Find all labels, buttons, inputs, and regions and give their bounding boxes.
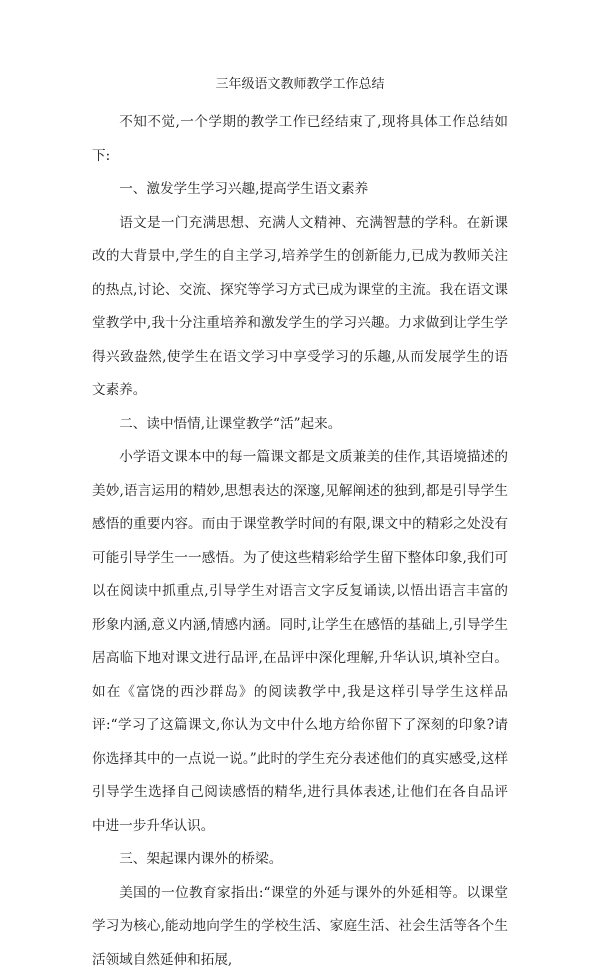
intro-paragraph: 不知不觉,一个学期的教学工作已经结束了,现将具体工作总结如下: xyxy=(92,106,508,173)
section-1-paragraph: 语文是一门充满思想、充满人文精神、充满智慧的学科。在新课改的大背景中,学生的自主学习,培养学生的创新能力,已成为教师关注的热点,讨论、交流、探究等学习方式已成为课堂的主流。我在语文课堂教学中,我十分注重培养和激发学生的学习兴趣。力求做到让学生学得兴致盎然,使学生在语文学习中享受学习的乐趣,从而发展学生的语文素养。 xyxy=(92,207,508,408)
section-2-paragraph: 小学语文课本中的每一篇课文都是文质兼美的佳作,其语境描述的美妙,语言运用的精妙,思想表达的深邃,见解阐述的独到,都是引导学生感悟的重要内容。而由于课堂教学时间的有限,课文中的精彩之处没有可能引导学生一一感悟。为了使这些精彩给学生留下整体印象,我们可以在阅读中抓重点,引导学生对语言文字反复诵读,以悟出语言丰富的形象内涵,意义内涵,情感内涵。同时,让学生在感悟的基础上,引导学生居高临下地对课文进行品评,在品评中深化理解,升华认识,填补空白。如在《富饶的西沙群岛》的阅读教学中,我是这样引导学生这样品评:“学习了这篇课文,你认为文中什么地方给你留下了深刻的印象?请你选择其中的一点说一说。”此时的学生充分表述他们的真实感受,这样引导学生选择自己阅读感悟的精华,进行具体表述,让他们在各自品评中进一步升华认识。 xyxy=(92,441,508,843)
section-3-heading: 三、架起课内课外的桥梁。 xyxy=(92,843,508,877)
section-3-paragraph: 美国的一位教育家指出:“课堂的外延与课外的外延相等。以课堂学习为核心,能动地向学生的学校生活、家庭生活、社会生活等各个生活领域自然延伸和拓展, xyxy=(92,877,508,977)
section-1-heading: 一、激发学生学习兴趣,提高学生语文素养 xyxy=(92,173,508,207)
document-title: 三年级语文教师教学工作总结 xyxy=(92,74,508,96)
section-2-heading: 二、读中悟情,让课堂教学“活”起来。 xyxy=(92,408,508,442)
